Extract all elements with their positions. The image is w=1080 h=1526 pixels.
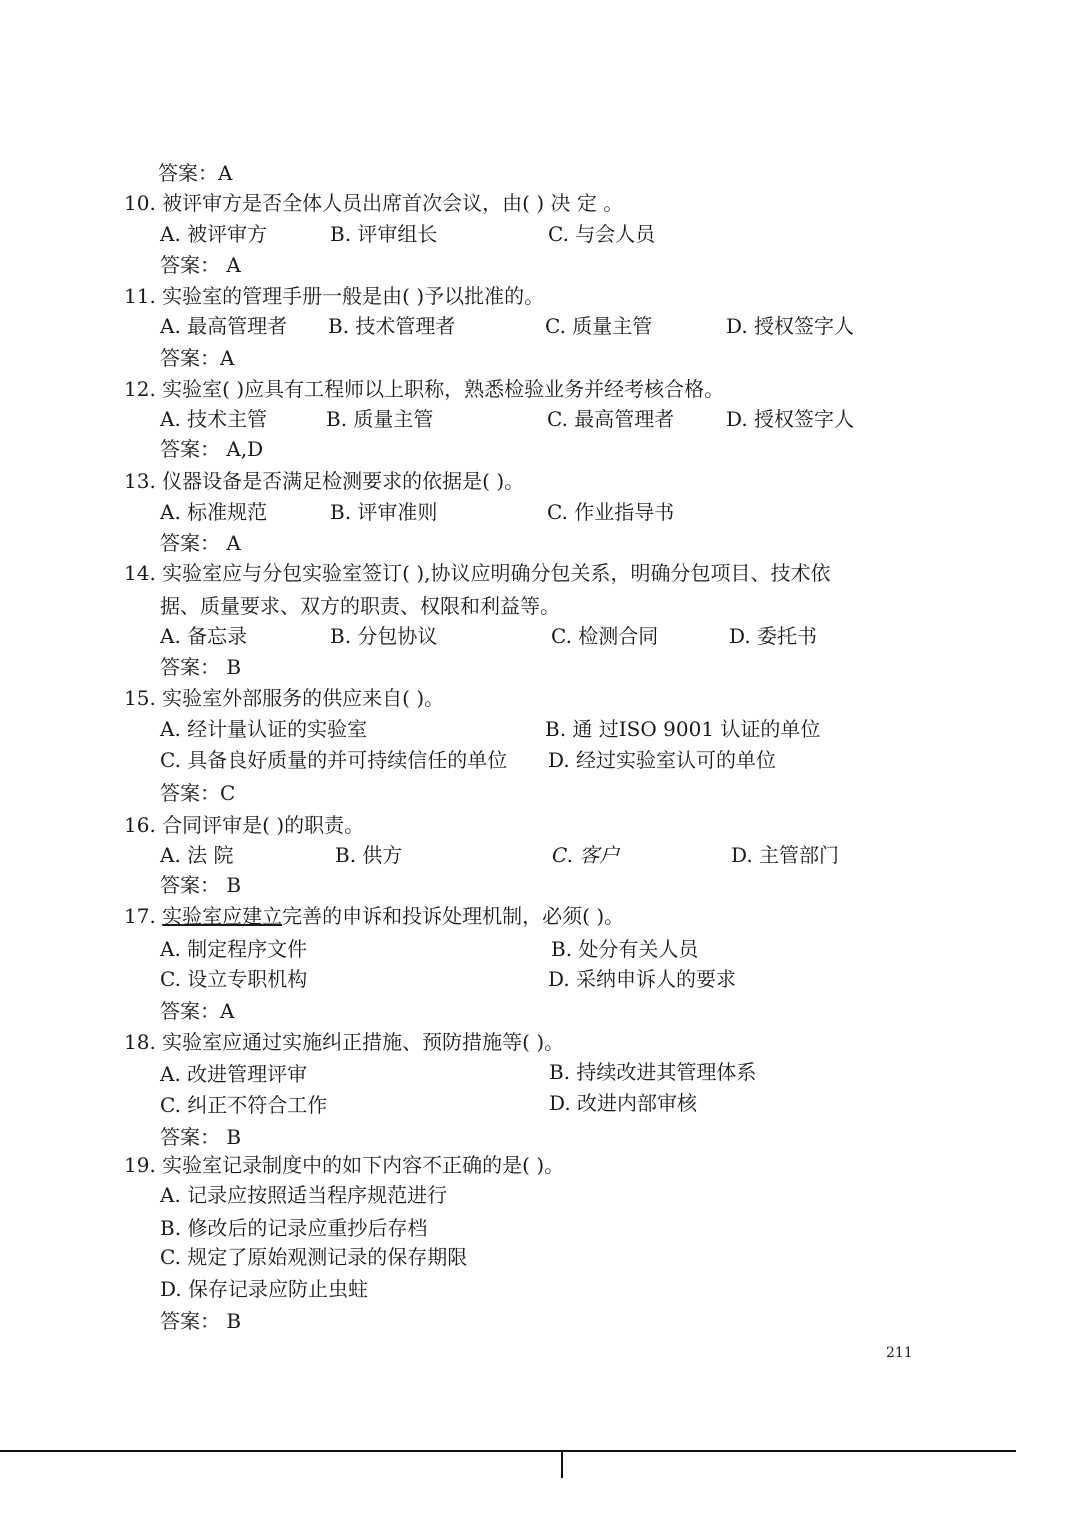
question-14-stem: 14. 实验室应与分包实验室签订( ),协议应明确分包关系，明确分包项目、技术依 [124, 561, 831, 585]
question-11-option-c: C. 质量主管 [545, 314, 653, 338]
question-19-option-b: B. 修改后的记录应重抄后存档 [160, 1216, 428, 1240]
question-17-option-a: A. 制定程序文件 [160, 937, 308, 961]
question-17-stem-rest: 完善的申诉和投诉处理机制，必须( )。 [282, 904, 625, 928]
question-15-option-c: C. 具备良好质量的并可持续信任的单位 [160, 748, 508, 772]
answer-9: 答案：A [158, 161, 233, 185]
question-14-answer: 答案： B [160, 655, 242, 679]
question-19-answer: 答案： B [160, 1309, 242, 1333]
question-10-option-a: A. 被评审方 [160, 222, 268, 246]
question-13-stem: 13. 仪器设备是否满足检测要求的依据是( )。 [124, 469, 525, 493]
question-15-option-b: B. 通 过ISO 9001 认证的单位 [545, 717, 821, 741]
question-12-option-c: C. 最高管理者 [547, 407, 675, 431]
question-11-option-d: D. 授权签字人 [726, 314, 855, 338]
question-14-option-d: D. 委托书 [729, 624, 818, 648]
question-10-option-c: C. 与会人员 [548, 222, 656, 246]
question-18-option-c: C. 纠正不符合工作 [160, 1093, 328, 1117]
question-10-option-b: B. 评审组长 [330, 222, 438, 246]
question-12-option-a: A. 技术主管 [160, 407, 268, 431]
question-16-option-d: D. 主管部门 [731, 843, 840, 867]
question-11-answer: 答案：A [160, 346, 235, 370]
question-17-option-d: D. 采纳申诉人的要求 [548, 967, 737, 991]
question-19-stem: 19. 实验室记录制度中的如下内容不正确的是( )。 [124, 1153, 565, 1177]
question-14-option-a: A. 备忘录 [160, 624, 248, 648]
question-15-answer: 答案：C [160, 781, 236, 805]
question-12-option-d: D. 授权签字人 [726, 407, 855, 431]
question-17-number: 17. [124, 904, 163, 928]
question-10-stem: 10. 被评审方是否全体人员出席首次会议，由( ) 决 定 。 [124, 191, 624, 215]
question-19-option-a: A. 记录应按照适当程序规范进行 [160, 1183, 448, 1207]
question-18-option-d: D. 改进内部审核 [549, 1091, 698, 1115]
page-number: 211 [886, 1345, 913, 1361]
question-15-stem: 15. 实验室外部服务的供应来自( )。 [124, 686, 445, 710]
question-11-option-b: B. 技术管理者 [328, 314, 456, 338]
question-18-answer: 答案： B [160, 1125, 242, 1149]
question-11-stem: 11. 实验室的管理手册一般是由( )予以批准的。 [124, 284, 545, 308]
question-14-option-b: B. 分包协议 [330, 624, 438, 648]
question-17-option-b: B. 处分有关人员 [551, 937, 699, 961]
question-12-option-b: B. 质量主管 [326, 407, 434, 431]
question-17-answer: 答案：A [160, 999, 235, 1023]
question-11-option-a: A. 最高管理者 [160, 314, 288, 338]
footer-center-tick [561, 1452, 563, 1478]
question-18-option-a: A. 改进管理评审 [160, 1062, 308, 1086]
question-12-answer: 答案： A,D [160, 437, 264, 461]
footer-rule [0, 1450, 1016, 1452]
question-14-option-c: C. 检测合同 [551, 624, 659, 648]
question-19-option-c: C. 规定了原始观测记录的保存期限 [160, 1245, 468, 1269]
question-13-option-c: C. 作业指导书 [547, 500, 675, 524]
question-15-option-d: D. 经过实验室认可的单位 [548, 748, 777, 772]
question-16-stem: 16. 合同评审是( )的职责。 [124, 813, 365, 837]
question-13-option-b: B. 评审准则 [330, 500, 438, 524]
question-17-underlined-text: 实验室应建立 [162, 904, 283, 928]
question-18-option-b: B. 持续改进其管理体系 [549, 1060, 757, 1084]
question-12-stem: 12. 实验室( )应具有工程师以上职称，熟悉检验业务并经考核合格。 [124, 377, 725, 401]
question-16-answer: 答案： B [160, 873, 242, 897]
question-19-option-d: D. 保存记录应防止虫蛀 [160, 1277, 369, 1301]
question-16-option-c: C. 客户 [552, 843, 620, 867]
question-14-stem-line2: 据、质量要求、双方的职责、权限和利益等。 [160, 594, 560, 618]
question-10-answer: 答案： A [160, 253, 241, 277]
question-18-stem: 18. 实验室应通过实施纠正措施、预防措施等( )。 [124, 1030, 565, 1054]
question-13-answer: 答案： A [160, 531, 241, 555]
question-16-option-b: B. 供方 [335, 843, 403, 867]
question-16-option-a: A. 法 院 [160, 843, 234, 867]
question-17-option-c: C. 设立专职机构 [160, 967, 308, 991]
question-15-option-a: A. 经计量认证的实验室 [160, 717, 368, 741]
question-13-option-a: A. 标准规范 [160, 500, 268, 524]
question-17-stem [124, 903, 624, 929]
